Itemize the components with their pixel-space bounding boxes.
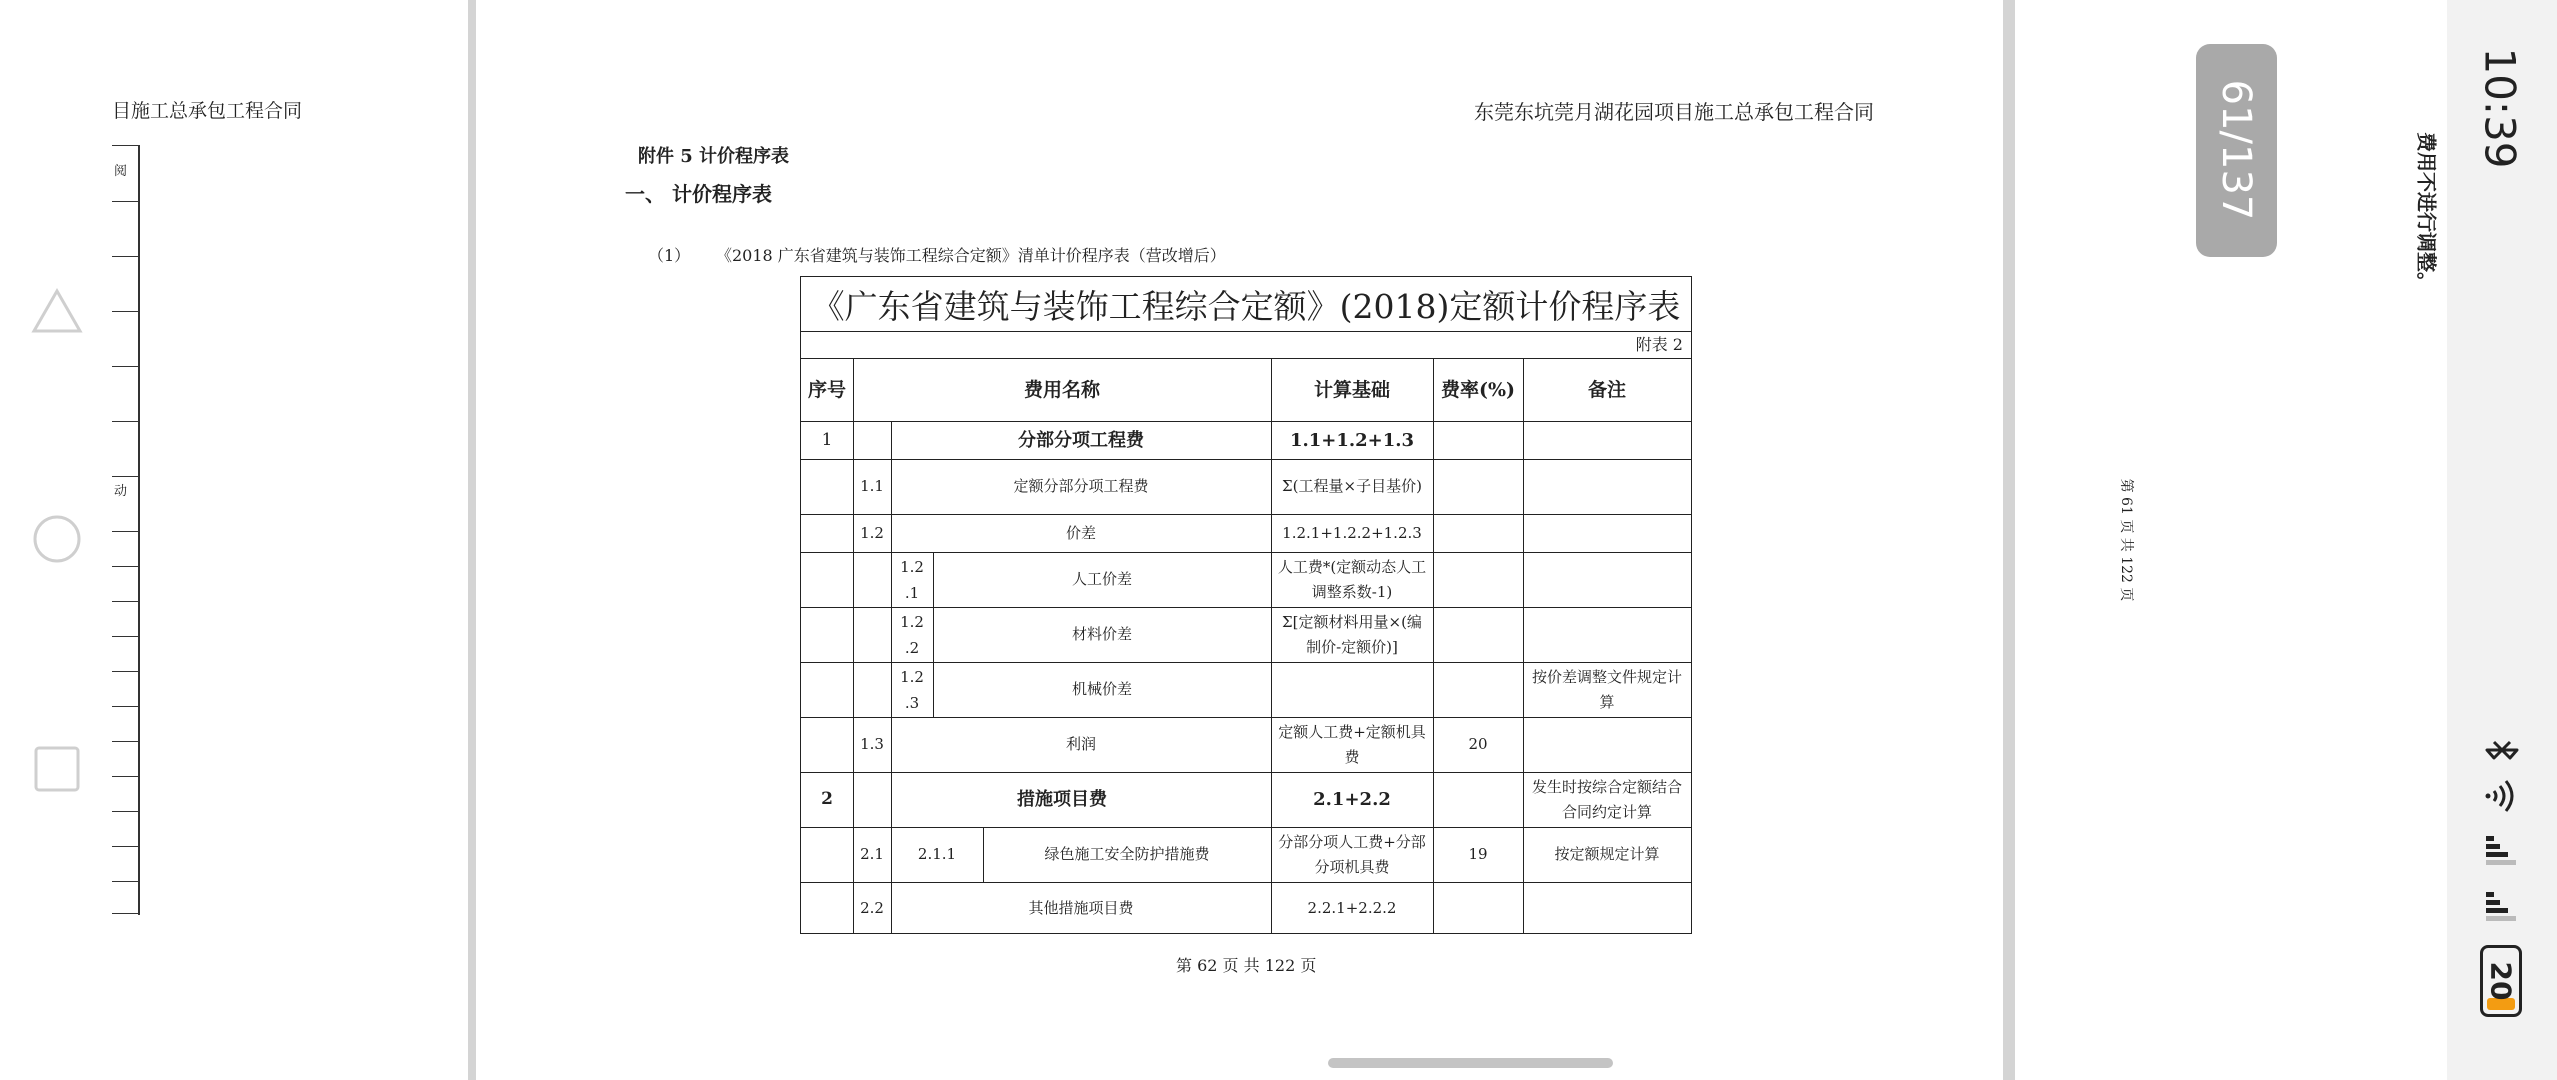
row-subcode: 2.1.1 — [917, 845, 957, 863]
status-time: 10:39 — [2475, 47, 2525, 169]
page-gutter — [2003, 0, 2015, 1080]
subsection-title: 《2018 广东省建筑与装饰工程综合定额》清单计价程序表（营改增后） — [716, 246, 1226, 265]
next-page-footer: 第 61 页 共 122 页 — [2118, 478, 2134, 602]
row-name: 措施项目费 — [1017, 789, 1107, 810]
row-name: 绿色施工安全防护措施费 — [1044, 845, 1210, 863]
table-title: 《广东省建筑与装饰工程综合定额》(2018)定额计价程序表 — [801, 277, 1691, 332]
row-rate: 20 — [1468, 735, 1488, 753]
row-code-part: 1.2 — [900, 667, 924, 686]
row-code — [891, 662, 933, 717]
row-code: 1 — [821, 429, 833, 450]
table-grid — [801, 359, 1691, 934]
page-counter: 61/137 — [2213, 79, 2259, 221]
row-basis: Σ[定额材料用量×(编制价-定额价)] — [1282, 612, 1422, 656]
row-name: 其他措施项目费 — [1028, 898, 1134, 917]
row-basis: 2.2.1+2.2.2 — [1307, 898, 1397, 917]
row-code-part: 1.2 — [900, 557, 924, 576]
row-name: 材料价差 — [1071, 625, 1132, 643]
row-remark: 发生时按综合定额结合合同约定计算 — [1531, 777, 1682, 821]
page-header: 东莞东坑莞月湖花园项目施工总承包工程合同 — [1474, 100, 1874, 124]
annex-title: 附件 5 计价程序表 — [638, 146, 790, 167]
page-gutter — [468, 0, 476, 1080]
row-remark: 按价差调整文件规定计算 — [1531, 667, 1682, 711]
recent-apps-square-icon[interactable] — [30, 742, 84, 796]
row-code — [891, 552, 933, 607]
row-name: 分部分项工程费 — [1018, 429, 1144, 451]
row-code: 2 — [821, 789, 833, 809]
signal-icon — [2482, 832, 2522, 872]
section-title: 一、 计价程序表 — [625, 182, 772, 206]
header-basis: 计算基础 — [1313, 378, 1390, 401]
row-code: 1.2 — [860, 523, 884, 542]
row-name: 定额分部分项工程费 — [1013, 477, 1149, 495]
header-seq: 序号 — [807, 378, 846, 401]
previous-page-label: 阅 — [114, 164, 128, 179]
row-code-part: .1 — [904, 583, 920, 602]
previous-page-table-edge — [112, 145, 140, 915]
row-code: 1.1 — [860, 477, 884, 495]
row-basis: 1.2.1+1.2.2+1.2.3 — [1282, 523, 1422, 542]
subsection-number: （1） — [648, 246, 691, 265]
previous-page-header: 目施工总承包工程合同 — [112, 100, 303, 122]
battery-percent: 20 — [2484, 961, 2518, 1001]
pricing-procedure-table — [800, 276, 1692, 934]
next-page-note: 费用不进行调整。 — [2414, 132, 2439, 292]
scroll-handle[interactable] — [1328, 1058, 1613, 1068]
row-remark: 按定额规定计算 — [1554, 845, 1660, 863]
header-name: 费用名称 — [1023, 378, 1100, 401]
signal-icon — [2482, 888, 2522, 928]
header-remark: 备注 — [1587, 378, 1626, 401]
back-triangle-icon[interactable] — [30, 285, 84, 339]
wifi-icon — [2482, 776, 2522, 816]
previous-page-label: 动 — [114, 484, 128, 499]
left-navigation-strip — [0, 0, 470, 1080]
row-code — [891, 607, 933, 662]
row-rate: 19 — [1468, 845, 1488, 863]
row-code-part: 1.2 — [900, 612, 924, 631]
row-basis: 1.1+1.2+1.3 — [1289, 429, 1415, 451]
home-circle-icon[interactable] — [30, 512, 84, 566]
row-code: 2.2 — [860, 898, 884, 917]
page-footer: 第 62 页 共 122 页 — [1176, 956, 1317, 975]
row-code: 1.3 — [860, 735, 884, 753]
row-name: 机械价差 — [1071, 680, 1132, 698]
header-rate: 费率(%) — [1440, 378, 1516, 401]
row-basis: Σ(工程量×子目基价) — [1282, 477, 1422, 495]
row-name: 人工价差 — [1071, 570, 1132, 588]
table-annex-label: 附表 2 — [801, 332, 1691, 359]
row-name: 价差 — [1065, 523, 1096, 542]
row-basis: 分部分项人工费+分部分项机具费 — [1278, 832, 1426, 876]
row-basis: 定额人工费+定额机具费 — [1278, 722, 1426, 766]
row-basis: 人工费*(定额动态人工调整系数-1) — [1277, 557, 1427, 601]
row-code: 2.1 — [860, 845, 884, 863]
row-name: 利润 — [1065, 735, 1096, 753]
bluetooth-icon — [2482, 730, 2522, 770]
row-code-part: .2 — [904, 638, 920, 657]
row-basis: 2.1+2.2 — [1313, 789, 1391, 810]
row-code-part: .3 — [904, 693, 920, 712]
